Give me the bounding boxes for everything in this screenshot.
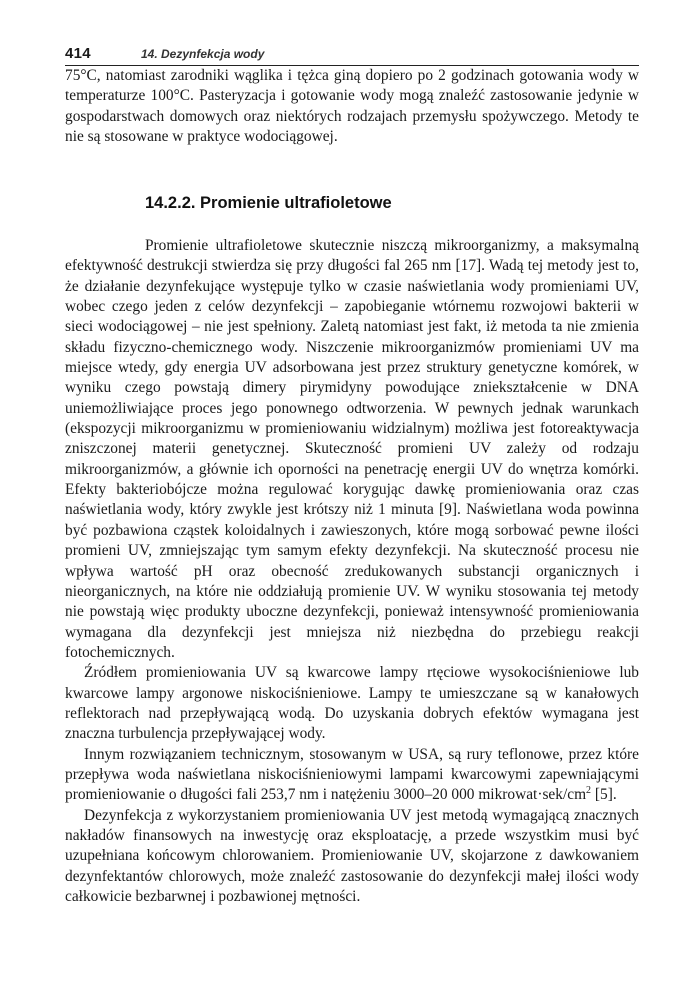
chapter-title: 14. Dezynfekcja wody bbox=[141, 47, 265, 61]
paragraph-teflon-text: Innym rozwiązaniem technicznym, stosowanym w USA, są rury teflonowe, przez które przepływa woda naświetlana niskociśnieniowymi lampami kwarcowymi zapewniającymi promieniowanie o długości fali 253,7 nm i natężeniu 3000–20 000 mikrowat·sek/cm bbox=[65, 745, 639, 804]
section-body bbox=[65, 236, 639, 907]
paragraph-uv-overview: Promienie ultrafioletowe skutecznie niszczą mikroorganizmy, a maksymalną efektywność destrukcji stwierdza się przy długości fal 265 nm [17]. Wadą tej metody jest to, że działanie dezynfekujące występuje tylko w czasie naświetlania wody promieniami UV, wobec czego jeden z celów dezynfekcji – zapobieganie wtórnemu rozwojowi bakterii w sieci wodociągowej – nie jest spełniony. Zaletą natomiast jest fakt, iż metoda ta nie zmienia składu fizyczno-chemicznego wody. Niszczenie mikroorganizmów promieniami UV ma miejsce wtedy, gdy energia UV adsorbowana jest przez struktury genetyczne komórek, w wyniku czego powstają dimery pirymidyny powodujące zniekształcenie w DNA uniemożliwiające proces jego ponownego odtworzenia. W pewnych jednak warunkach (ekspozycji mikroorganizmu w promieniowaniu widzialnym) możliwa jest fotoreaktywacja zniszczonej materii genetycznej. Skuteczność promieni UV zależy od rodzaju mikroorganizmów, a głównie ich oporności na penetrację energii UV do wnętrza komórki. Efekty bakteriobójcze można regulować korygując dawkę promieniowania oraz czas naświetlania wody, który zwykle jest krótszy niż 1 minuta [9]. Naświetlana woda powinna być pozbawiona cząstek koloidalnych i zawieszonych, które mogą sorbować pewne ilości promieni UV, zmniejszając tym samym efekty dezynfekcji. Na skuteczność procesu nie wpływa wartość pH oraz obecność zredukowanych substancji organicznych i nieorganicznych, na które nie oddziałują promienie UV. W wyniku stosowania tej metody nie powstają więc produkty uboczne dezynfekcji, ponieważ intensywność promieniowania wymagana dla dezynfekcji jest mniejsza niż niezbędna do przebiegu reakcji fotochemicznych. bbox=[65, 237, 639, 661]
paragraph-uv-costs: Dezynfekcja z wykorzystaniem promieniowania UV jest metodą wymagającą znacznych nakładów finansowych na inwestycję oraz eksploatację, a przede wszystkim musi być uzupełniana końcowym chlorowaniem. Promieniowanie UV, skojarzone z dawkowaniem dezynfektantów chlorowych, może znaleźć zastosowanie do dezynfekcji małej ilości wody całkowicie bezbarwnej i pozbawionej mętności. bbox=[65, 806, 639, 905]
citation: [5]. bbox=[591, 786, 617, 804]
page-number: 414 bbox=[65, 45, 91, 62]
paragraph-teflon-tubes bbox=[65, 745, 639, 806]
intro-paragraph-block bbox=[65, 66, 639, 147]
paragraph-uv-sources: Źródłem promieniowania UV są kwarcowe lampy rtęciowe wysokociśnieniowe lub kwarcowe lampy argonowe niskociśnieniowe. Lampy te umieszczane są w kanałowych reflektorach nad przepływającą wodą. Do uzyskania dobrych efektów wymagana jest znaczna turbulencja przepływającej wody. bbox=[65, 664, 639, 743]
intro-paragraph: 75°C, natomiast zarodniki wąglika i tężca giną dopiero po 2 godzinach gotowania wody w temperaturze 100°C. Pasteryzacja i gotowanie wody mogą znaleźć zastosowanie jedynie w gospodarstwach domowych oraz niektórych rodzajach przemysłu spożywczego. Metody te nie są stosowane w praktyce wodociągowej. bbox=[65, 67, 639, 146]
running-header bbox=[65, 45, 639, 66]
superscript: 2 bbox=[586, 785, 592, 797]
section-heading: 14.2.2. Promienie ultrafioletowe bbox=[145, 194, 392, 212]
